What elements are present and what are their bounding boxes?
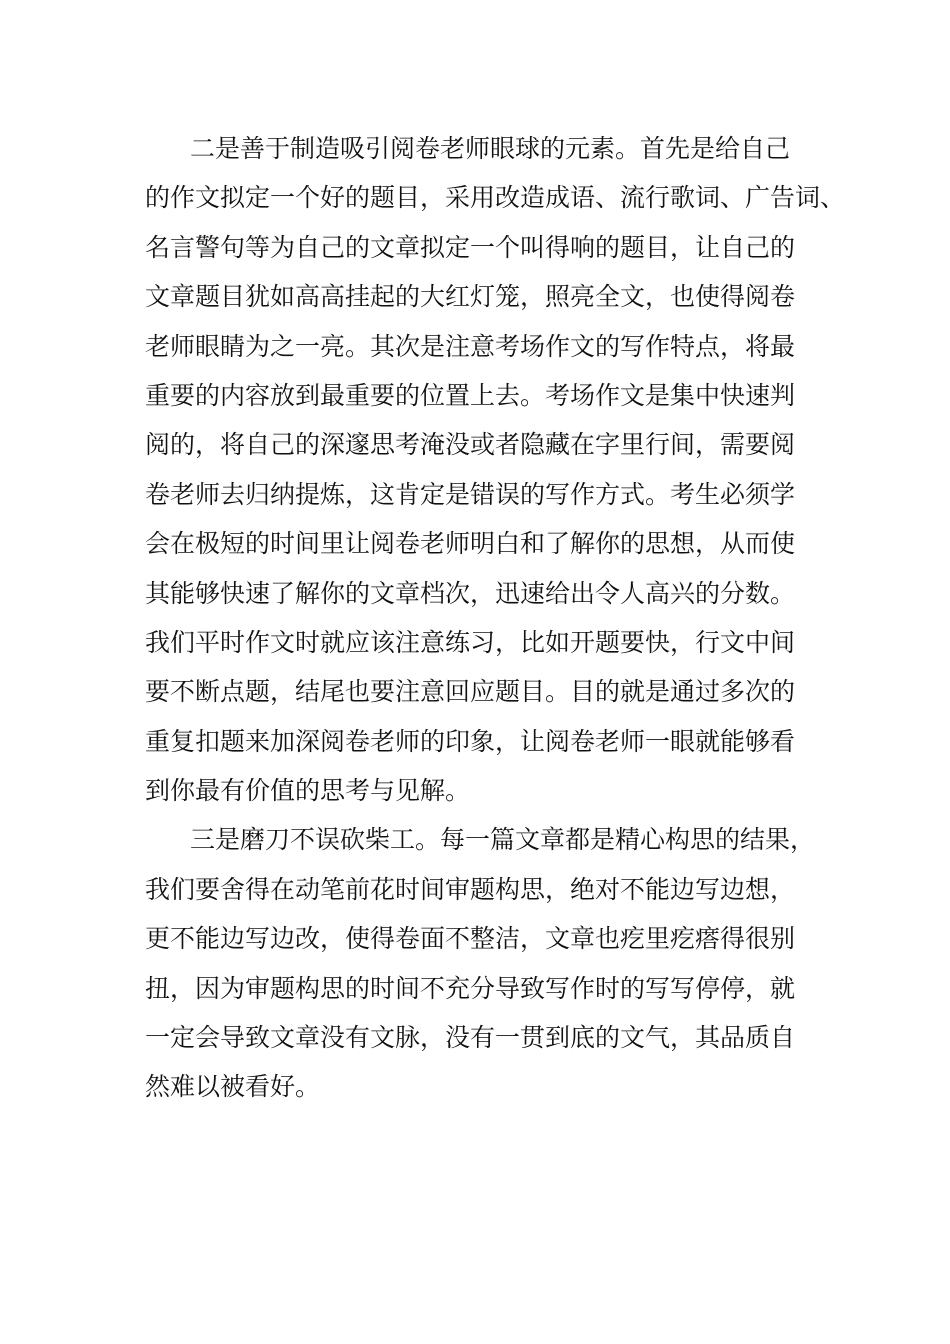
paragraph-line: 我们平时作文时就应该注意练习，比如开题要快，行文中间: [145, 627, 796, 657]
paragraph-line: 重复扣题来加深阅卷老师的印象，让阅卷老师一眼就能够看: [145, 726, 796, 756]
paragraph-line: 会在极短的时间里让阅卷老师明白和了解你的思想，从而使: [145, 529, 796, 559]
paragraph-3: [145, 815, 816, 1111]
paragraph-line: 更不能边写边改，使得卷面不整洁，文章也疙里疙瘩得很别: [145, 924, 796, 954]
paragraph-line: 三是磨刀不误砍柴工。每一篇文章都是精心构思的结果，: [190, 825, 816, 855]
paragraph-line: 要不断点题，结尾也要注意回应题目。目的就是通过多次的: [145, 677, 796, 707]
paragraph-line: 二是善于制造吸引阅卷老师眼球的元素。首先是给自己: [190, 134, 791, 163]
paragraph-line: 其能够快速了解你的文章档次，迅速给出令人高兴的分数。: [145, 578, 796, 608]
paragraph-2: [145, 124, 846, 815]
paragraph-line: 一定会导致文章没有文脉，没有一贯到底的文气，其品质自: [145, 1023, 796, 1053]
paragraph-line: 的作文拟定一个好的题目，采用改造成语、流行歌词、广告词、: [145, 183, 846, 213]
paragraph-line: 到你最有价值的思考与见解。: [145, 776, 471, 806]
paragraph-line: 阅的，将自己的深邃思考淹没或者隐藏在字里行间，需要阅: [145, 430, 796, 460]
document-body: [145, 124, 846, 1112]
paragraph-line: 卷老师去归纳提炼，这肯定是错误的写作方式。考生必须学: [145, 479, 796, 509]
paragraph-line: 文章题目犹如高高挂起的大红灯笼，照亮全文，也使得阅卷: [145, 282, 796, 312]
paragraph-line: 老师眼睛为之一亮。其次是注意考场作文的写作特点，将最: [145, 331, 796, 361]
paragraph-line: 重要的内容放到最重要的位置上去。考场作文是集中快速判: [145, 380, 796, 410]
paragraph-line: 我们要舍得在动笔前花时间审题构思，绝对不能边写边想，: [145, 874, 796, 904]
paragraph-line: 然难以被看好。: [145, 1072, 321, 1102]
paragraph-line: 扭，因为审题构思的时间不充分导致写作时的写写停停，就: [145, 973, 796, 1003]
paragraph-line: 名言警句等为自己的文章拟定一个叫得响的题目，让自己的: [145, 232, 796, 262]
